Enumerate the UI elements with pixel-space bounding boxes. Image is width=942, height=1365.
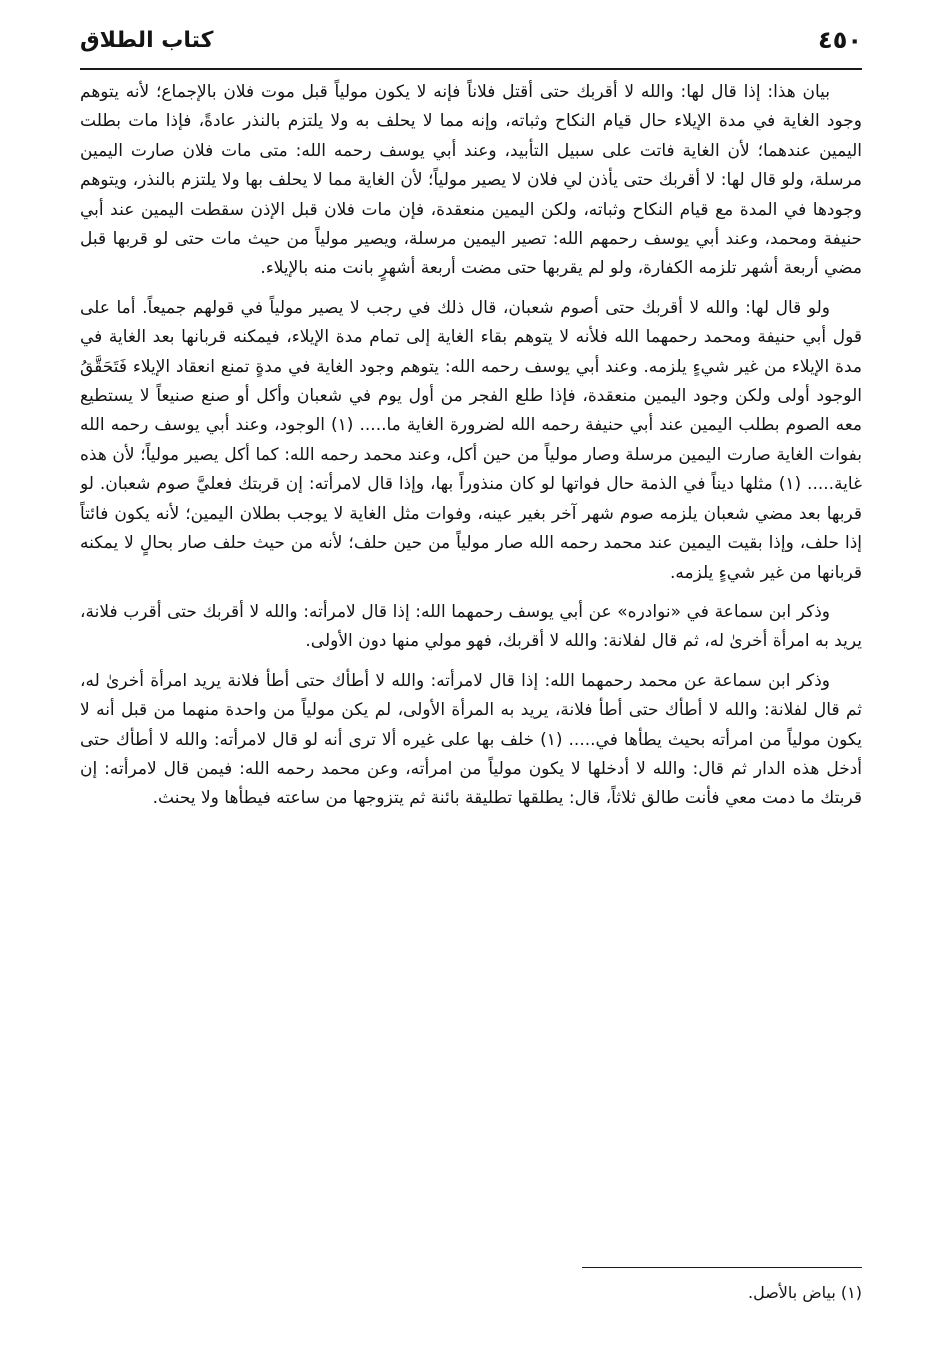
page-header xyxy=(80,18,862,70)
page-number: ٤٥٠ xyxy=(818,26,862,54)
paragraph: وذكر ابن سماعة في «نوادره» عن أبي يوسف رحمهما الله: إذا قال لامرأته: والله لا أقربك حتى أقرب فلانة، يريد به امرأة أخرىٰ له، ثم قال لفلانة: والله لا أقربك، فهو مولي منها دون الأولى. xyxy=(80,601,862,652)
book-title: كتاب الطلاق xyxy=(80,28,214,53)
main-text xyxy=(80,78,862,1258)
paragraph: بيان هذا: إذا قال لها: والله لا أقربك حتى أقتل فلاناً فإنه لا يكون مولياً قبل موت فلان بالإجماع؛ لأنه يتوهم وجود الغاية في مدة الإيلاء حال قيام النكاح وثباته، وإنه مما لا يحلف به ولا يلتزم بالنذر عادةً، فإذا مات بطلت اليمين عندهما؛ لأن الغاية فاتت على سبيل التأبيد، وعند أبي يوسف رحمه الله: متى مات فلان صارت اليمين مرسلة، ولو قال لها: لا أقربك حتى يأذن لي فلان لا يصير مولياً؛ لأن الغاية مما لا يحلف بها ولا يلتزم بالنذر، ويتوهم وجودها في المدة مع قيام النكاح وثباته، ولكن اليمين منعقدة، فإن مات فلان قبل الإذن سقطت اليمين عند أبي حنيفة ومحمد، وعند أبي يوسف رحمهم الله: تصير اليمين مرسلة، ويصير مولياً من حيث مات حتى لو قربها قبل مضي أربعة أشهر تلزمه الكفارة، ولو لم يقربها حتى مضت أربعة أشهرٍ بانت منه بالإيلاء. xyxy=(80,82,862,279)
footnote: (١) بياض بالأصل. xyxy=(748,1283,862,1302)
paragraph: وذكر ابن سماعة عن محمد رحمهما الله: إذا قال لامرأته: والله لا أطأك حتى أطأ فلانة يريد امرأة أخرىٰ له، ثم قال لفلانة: والله لا أطأك حتى أطأ فلانة، يريد به المرأة الأولى، لم يكن مولياً من واحدة منهما من قبل أنه لا يكون مولياً من امرأته بحيث يطأها في..... (١) خلف بها على غيره ألا ترى أنه لو قال لامرأته: والله لا أطأك حتى أدخل هذه الدار ثم قال: والله لا أدخلها لا يكون مولياً من امرأته، وعن محمد رحمه الله: فيمن قال لامرأته: إن قربتك ما دمت معي فأنت طالق ثلاثاً، قال: يطلقها تطليقة بائنة ثم يتزوجها من ساعته فيطأها ولا يحنث. xyxy=(80,670,862,809)
paragraph: ولو قال لها: والله لا أقربك حتى أصوم شعبان، قال ذلك في رجب لا يصير مولياً في قولهم جميعاً. أما على قول أبي حنيفة ومحمد رحمهما الله فلأنه لا يتوهم بقاء الغاية إلى تمام مدة الإيلاء، فيمكنه قربانها بعد الغاية في مدة الإيلاء من غير شيءٍ يلزمه. وعند أبي يوسف رحمه الله: يتوهم وجود الغاية في مدةٍ تمنع انعقاد الإيلاء فَتَحَقَّقُ الوجود أولى ولكن وجود اليمين منعقدة، فإذا طلع الفجر من أول يوم في شعبان وأكل أو صنع صنيعاً لا يستطيع معه الصوم بطلب اليمين عند أبي حنيفة رحمه الله لضرورة الغاية ما..... (١) الوجود، وعند أبي يوسف رحمه الله بفوات الغاية صارت اليمين مرسلة وصار مولياً من حين أكل، وعند محمد رحمه الله: كما أكل يصير مولياً؛ لأن هذه غاية..... (١) مثلها ديناً في الذمة حال فواتها لو كان منذوراً بها، وإذا قال لامرأته: إن قربتك فعليَّ صوم شعبان. لو قربها بعد مضي شعبان يلزمه صوم شهر آخر بغير عينه، وفوات مثل الغاية لا يوجب بطلان اليمين؛ لأنه يكون فائتاً إذا حلف، وإذا بقيت اليمين عند محمد رحمه الله صار مولياً من حين حلف؛ لأنه من حيث حلف صار بحالٍ لا يمكنه قربانها من غير شيءٍ يلزمه. xyxy=(80,297,862,583)
footnote-divider xyxy=(582,1267,862,1268)
